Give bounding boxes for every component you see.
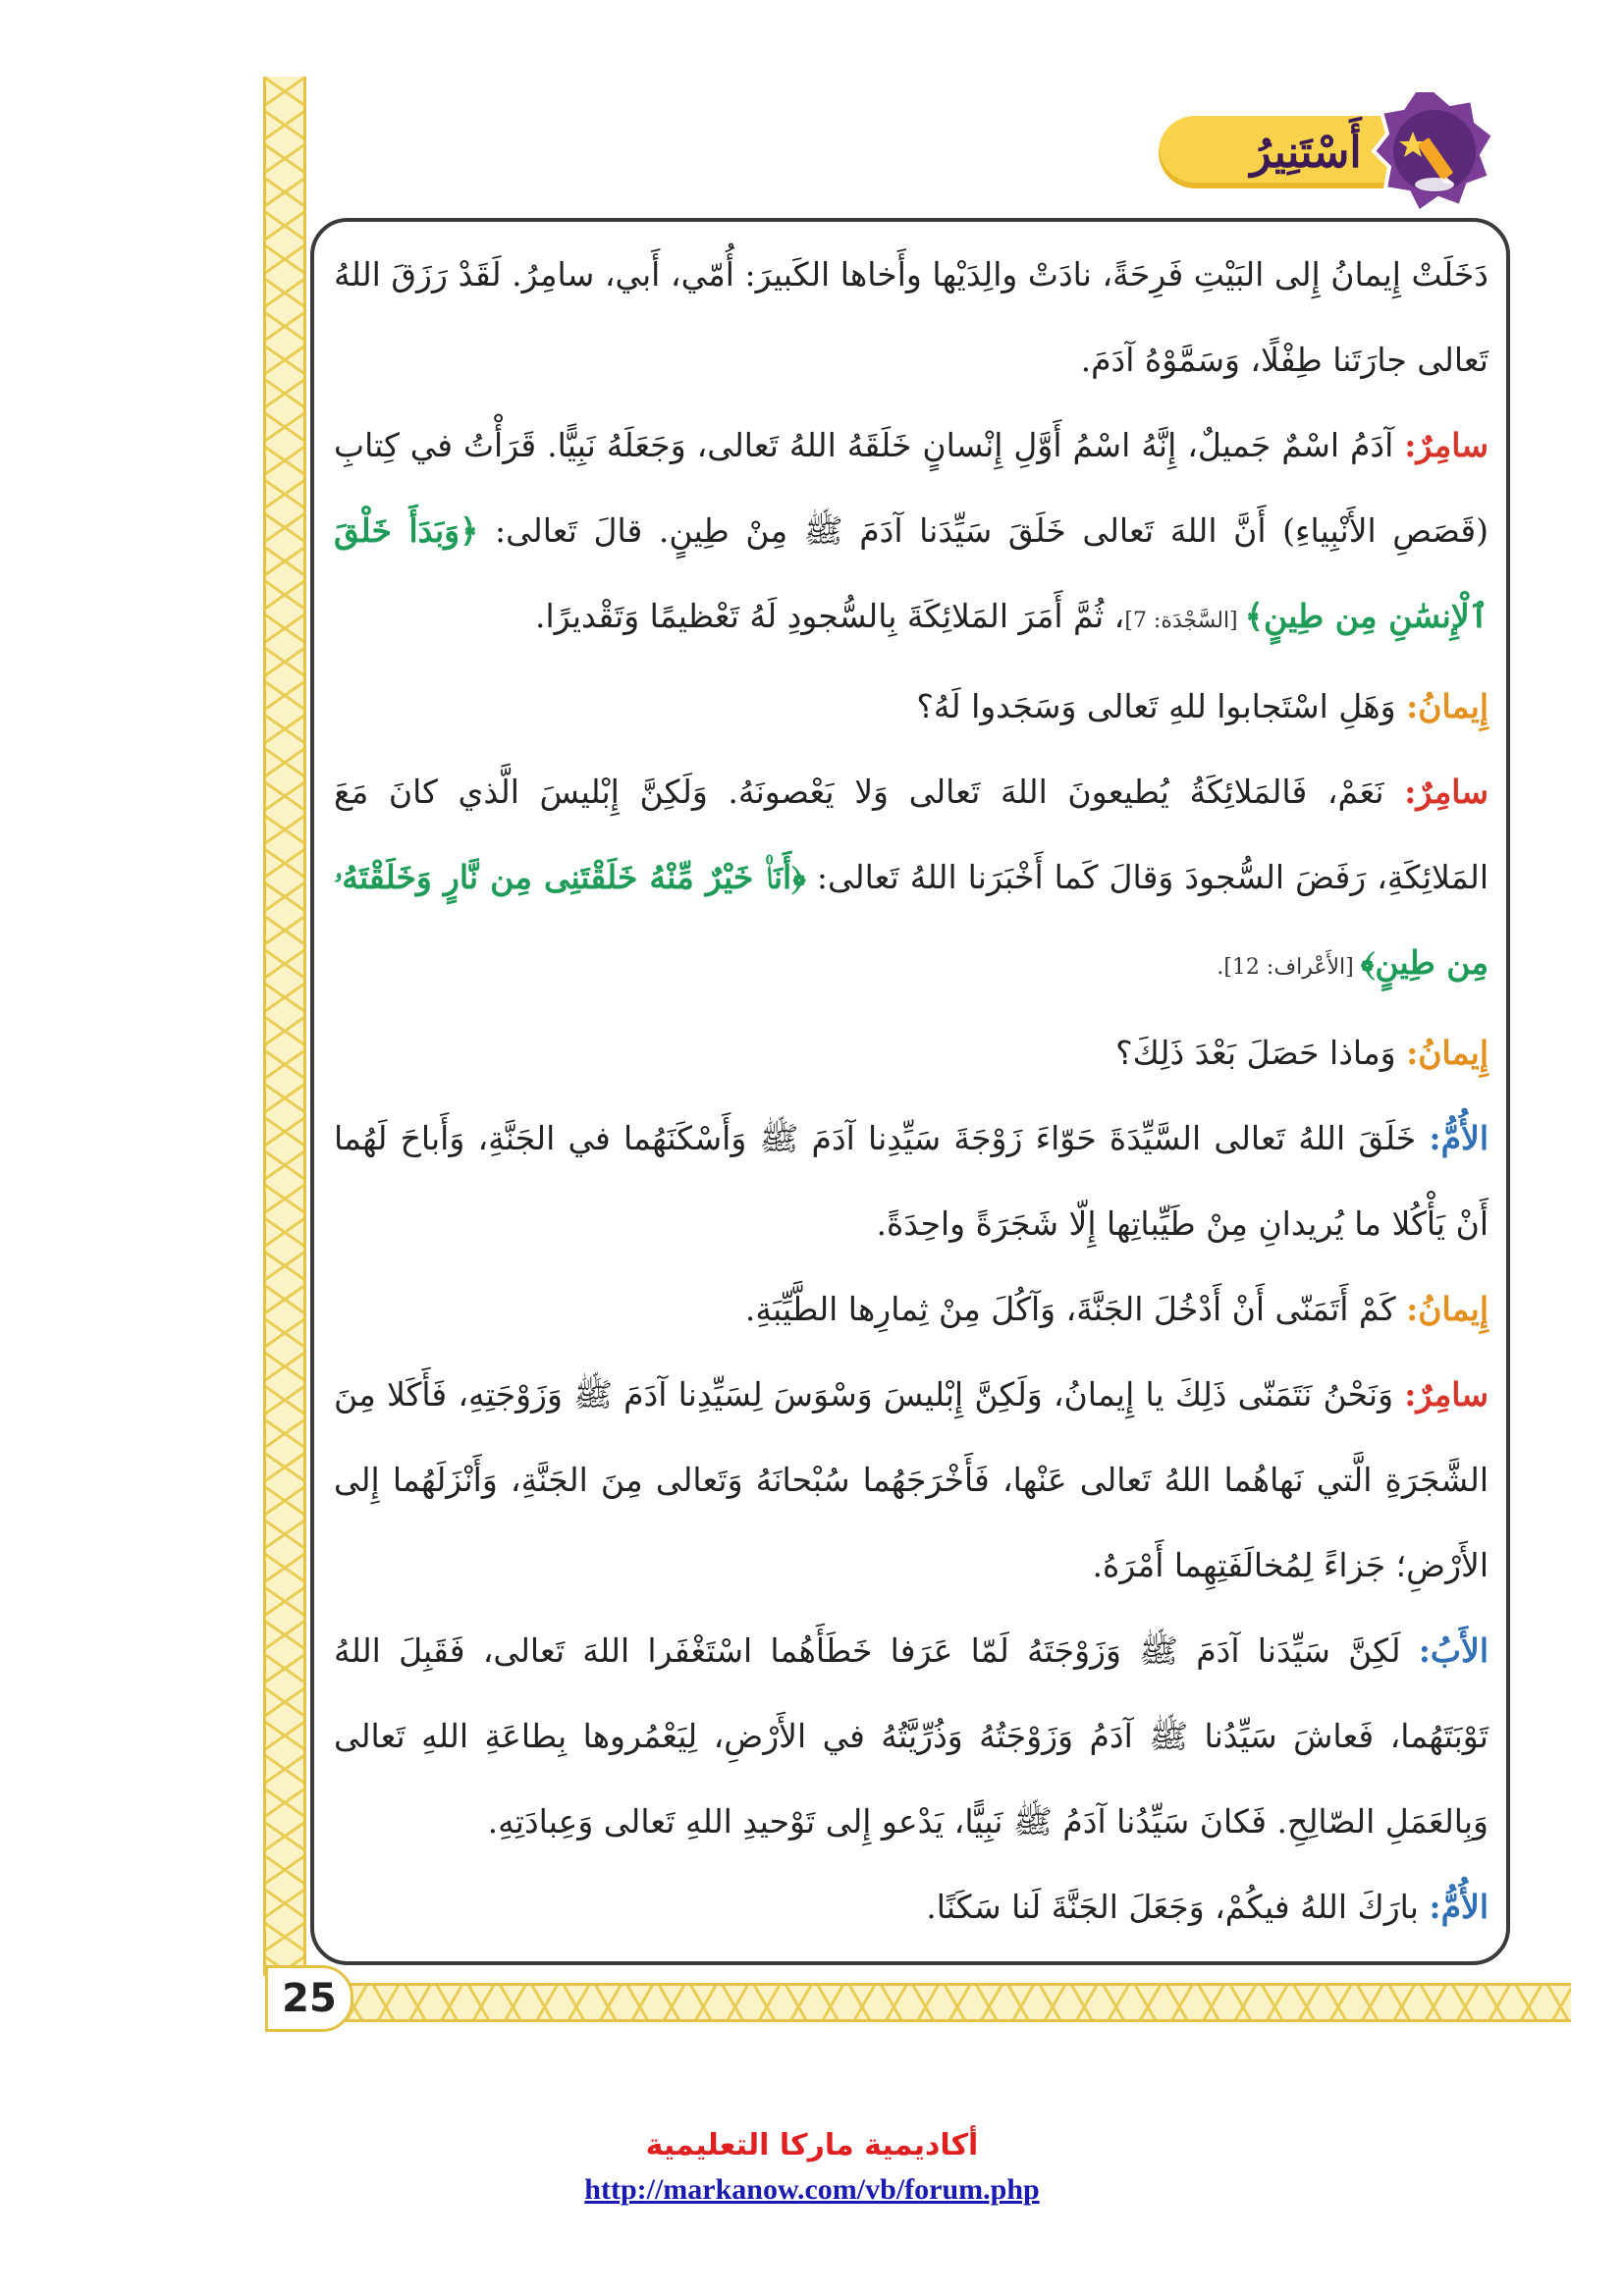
decorative-bottom-border	[344, 1983, 1571, 2022]
quran-verse: ﴿وَبَدَأَ خَلْقَ ٱلْإِنسَٰنِ مِن طِينٍ﴾	[334, 511, 1489, 635]
speaker-label: الأَبُ:	[1418, 1631, 1489, 1670]
dialogue-paragraph	[334, 749, 1489, 1010]
dialogue-text-segment: نَعَمْ، فَالمَلائِكَةُ يُطيعونَ اللهَ تَعالى وَلا يَعْصونَهُ. وَلَكِنَّ إِبْليسَ الَّذي كانَ مَعَ المَلائِكَةِ، رَفَضَ السُّجودَ وَقالَ كَما أَخْبَرَنا اللهُ تَعالى:	[334, 773, 1489, 896]
dialogue-paragraph	[334, 1352, 1489, 1608]
page-number: 25	[265, 1965, 353, 2032]
quran-verse: ﴿أَنَا۠ خَيْرٌ مِّنْهُ خَلَقْتَنِى مِن نَّارٍ وَخَلَقْتَهُۥ مِن طِينٍ﴾	[334, 858, 1489, 982]
speaker-label: سامِرٌ:	[1404, 426, 1489, 464]
dialogue-text-segment: آدَمُ اسْمٌ جَميلٌ، إِنَّهُ اسْمُ أَوَّلِ إِنْسانٍ خَلَقَهُ اللهُ تَعالى، وَجَعَلَهُ نَبِيًّا. قَرَأْتُ في كِتابِ (قَصَصِ الأَنْبِياءِ) أَنَّ اللهَ تَعالى خَلَقَ سَيِّدَنا آدَمَ ﷺ مِنْ طِينٍ. قالَ تَعالى:	[334, 426, 1489, 550]
dialogue-text-segment: لَكِنَّ سَيِّدَنا آدَمَ ﷺ وَزَوْجَتَهُ لَمّا عَرَفا خَطَأَهُما اسْتَغْفَرا اللهَ تَعالى، فَقَبِلَ اللهُ تَوْبَتَهُما، فَعاشَ سَيِّدُنا ﷺ آدَمُ وَزَوْجَتُهُ وَذُرِّيَّتُهُ في الأَرْضِ، لِيَعْمُروها بِطاعَةِ اللهِ تَعالى وَبِالعَمَلِ الصّالِحِ. فَكانَ سَيِّدُنا آدَمُ ﷺ نَبِيًّا، يَدْعو إِلى تَوْحيدِ اللهِ تَعالى وَعِبادَتِهِ.	[334, 1631, 1489, 1841]
dialogue-paragraph	[334, 1266, 1489, 1352]
dialogue-text-segment: كَمْ أَتَمَنّى أَنْ أَدْخُلَ الجَنَّةَ، وَآكُلَ مِنْ ثِمارِها الطَّيِّبَةِ.	[744, 1290, 1407, 1328]
speaker-label: سامِرٌ:	[1404, 1375, 1489, 1414]
dialogue-paragraph	[334, 232, 1489, 402]
speaker-label: إِيمانُ:	[1406, 687, 1489, 725]
footer-academy-name: أكاديمية ماركا التعليمية	[645, 2128, 979, 2163]
speaker-label: إِيمانُ:	[1406, 1290, 1489, 1328]
dialogue-text-segment: وَماذا حَصَلَ بَعْدَ ذَلِكَ؟	[1115, 1034, 1407, 1072]
decorative-left-border	[263, 77, 306, 1976]
dialogue-text-segment: ، ثُمَّ أَمَرَ المَلائِكَةَ بِالسُّجودِ لَهُ تَعْظيمًا وَتَقْديرًا.	[534, 597, 1125, 635]
dialogue-text-segment: وَهَلِ اسْتَجابوا للهِ تَعالى وَسَجَدوا لَهُ؟	[916, 687, 1407, 725]
dialogue-paragraph	[334, 1864, 1489, 1949]
dialogue-paragraph	[334, 402, 1489, 664]
dialogue-text	[334, 232, 1489, 1949]
speaker-label: الأُمُّ:	[1429, 1119, 1489, 1157]
dialogue-text-segment: وَنَحْنُ نَتَمَنّى ذَلِكَ يا إِيمانُ، وَلَكِنَّ إِبْليسَ وَسْوَسَ لِسَيِّدِنا آدَمَ ﷺ وَزَوْجَتِهِ، فَأَكَلا مِنَ الشَّجَرَةِ الَّتي نَهاهُما اللهُ تَعالى عَنْها، فَأَخْرَجَهُما سُبْحانَهُ وَتَعالى مِنَ الجَنَّةِ، وَأَنْزَلَهُما إِلى الأَرْضِ؛ جَزاءً لِمُخالَفَتِهِما أَمْرَهُ.	[334, 1375, 1489, 1584]
dialogue-paragraph	[334, 1095, 1489, 1266]
speaker-label: إِيمانُ:	[1406, 1034, 1489, 1072]
speaker-label: الأُمُّ:	[1429, 1888, 1489, 1926]
section-title: أَسْتَنِيرُ	[1250, 127, 1362, 178]
dialogue-text-segment: دَخَلَتْ إِيمانُ إِلى البَيْتِ فَرِحَةً، نادَتْ والِدَيْها وأَخاها الكَبيرَ: أُمّي، أَبي، سامِرُ. لَقَدْ رَزَقَ اللهُ تَعالى جارَتَنا طِفْلًا، وَسَمَّوْهُ آدَمَ.	[334, 255, 1489, 379]
dialogue-paragraph	[334, 664, 1489, 749]
dialogue-text-segment: خَلَقَ اللهُ تَعالى السَّيِّدَةَ حَوّاءَ زَوْجَةَ سَيِّدِنا آدَمَ ﷺ وَأَسْكَنَهُما في الجَنَّةِ، وَأَباحَ لَهُما أَنْ يَأْكُلا ما يُريدانِ مِنْ طَيِّباتِها إِلّا شَجَرَةً واحِدَةً.	[334, 1119, 1489, 1243]
verse-reference: [السَّجْدَة: 7]	[1124, 609, 1245, 633]
dialogue-text-segment: بارَكَ اللهُ فيكُمْ، وَجَعَلَ الجَنَّةَ لَنا سَكَنًا.	[926, 1888, 1430, 1926]
verse-reference: [الأَعْراف: 12].	[1217, 955, 1361, 980]
speaker-label: سامِرٌ:	[1404, 773, 1489, 811]
dialogue-paragraph	[334, 1010, 1489, 1095]
pencil-star-emblem-icon	[1370, 86, 1499, 216]
footer-link[interactable]: http://markanow.com/vb/forum.php	[584, 2173, 1040, 2206]
dialogue-paragraph	[334, 1608, 1489, 1864]
